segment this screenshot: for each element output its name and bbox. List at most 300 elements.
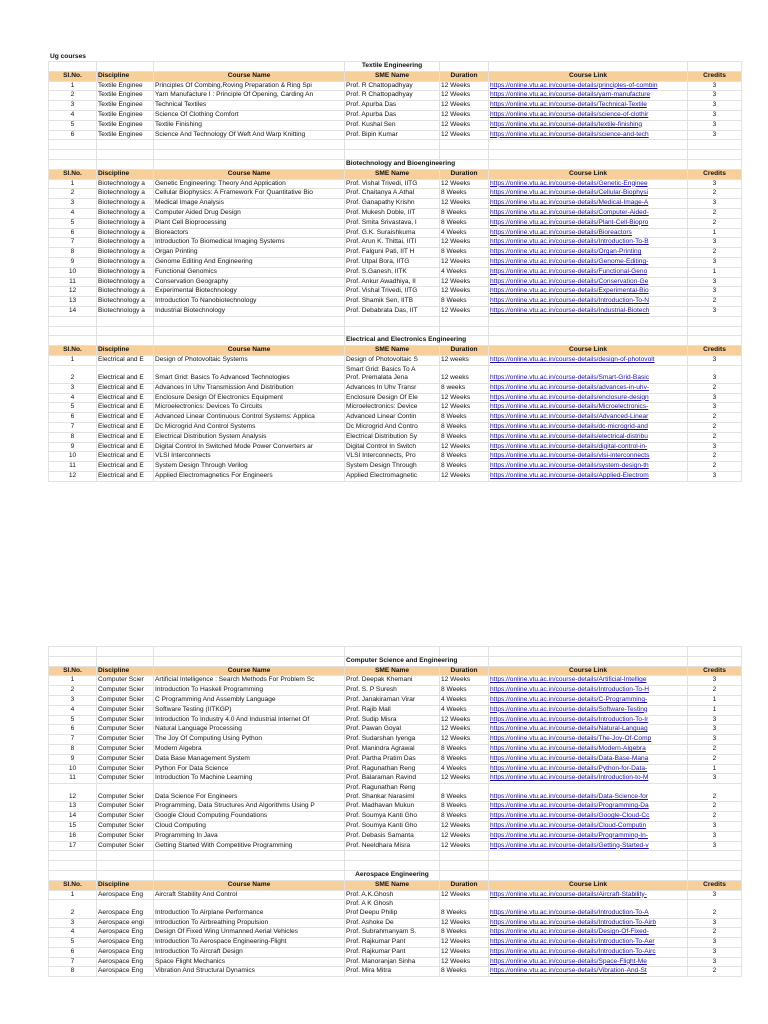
sl-no-cell: 15 [49,821,97,831]
table-row [49,715,742,725]
course-name-cell: Programming In Java [154,831,345,841]
course-link[interactable]: https://online.vtu.ac.in/course-details/Cloud-Computin [489,821,688,831]
credits-header: Credits [688,71,742,81]
duration-cell: 12 Weeks [440,831,489,841]
table-row [49,393,742,403]
sl-no-cell: 1 [49,676,97,686]
course-link[interactable]: https://online.vtu.ac.in/course-details/vlsi-interconnects [489,452,688,462]
sl-no-cell: 1 [49,179,97,189]
credits-cell: 3 [688,91,742,101]
sme-name-cell: Prof. R Chattopadhyay [345,81,440,91]
credits-cell: 1 [688,267,742,277]
sl-no-header: Sl.No. [49,346,97,356]
table-row [49,900,742,918]
sme-name-cell: Prof. Subrahmanyam S. [345,928,440,938]
course-link[interactable]: https://online.vtu.ac.in/course-details/Introduction-To-Aer [489,938,688,948]
table-row [49,81,742,91]
course-link[interactable]: https://online.vtu.ac.in/course-details/Natural-Languag [489,725,688,735]
course-link[interactable]: https://online.vtu.ac.in/course-details/Introduction-to-M [489,774,688,784]
sme-name-cell: Prof. Deepak Khemani [345,676,440,686]
sme-name-cell: Enclosure Design Of Ele [345,393,440,403]
sl-no-cell: 14 [49,812,97,822]
course-link[interactable]: https://online.vtu.ac.in/course-details/Data-Science-for [489,784,688,802]
sme-name-cell: Prof. Janakiraman Virar [345,695,440,705]
blank-row [49,851,742,861]
course-link[interactable]: https://online.vtu.ac.in/course-details/Computer-Aided- [489,208,688,218]
credits-cell: 2 [688,432,742,442]
table-row [49,277,742,287]
course-name-cell: Google Cloud Computing Foundations [154,812,345,822]
sme-name-cell: Advances In Uhv Transr [345,383,440,393]
discipline-cell: Biotechnology a [97,267,154,277]
discipline-cell: Computer Scier [97,802,154,812]
discipline-cell: Computer Scier [97,764,154,774]
course-link[interactable]: https://online.vtu.ac.in/course-details/Space-Flight-Me [489,957,688,967]
duration-cell: 12 Weeks [440,287,489,297]
credits-cell: 2 [688,802,742,812]
course-link[interactable]: https://online.vtu.ac.in/course-details/Genetic-Enginee [489,179,688,189]
sme-name-cell: Prof. G.K. Suraishkuma [345,228,440,238]
course-link[interactable]: https://online.vtu.ac.in/course-details/Introduction-To-H [489,686,688,696]
table-row [49,928,742,938]
course-link[interactable]: https://online.vtu.ac.in/course-details/Introduction-To-N [489,297,688,307]
table-row [49,306,742,316]
course-link[interactable]: https://online.vtu.ac.in/course-details/Aircraft-Stability- [489,890,688,900]
course-link[interactable]: https://online.vtu.ac.in/course-details/system-design-th [489,462,688,472]
discipline-cell: Biotechnology a [97,257,154,267]
discipline-cell: Electrical and E [97,365,154,383]
course-name-header: Course Name [154,880,345,890]
course-link[interactable]: https://online.vtu.ac.in/course-details/enclosure-design [489,393,688,403]
discipline-cell: Computer Scier [97,676,154,686]
discipline-cell: Biotechnology a [97,238,154,248]
course-link[interactable]: https://online.vtu.ac.in/course-details/Medical-Image-A [489,199,688,209]
duration-cell: 12 Weeks [440,81,489,91]
credits-cell: 3 [688,287,742,297]
table-row [49,735,742,745]
table-row [49,403,742,413]
sme-name-cell: Prof. Debasis Samanta [345,831,440,841]
table-row [49,423,742,433]
sl-no-cell: 6 [49,228,97,238]
table-row [49,267,742,277]
course-link[interactable]: https://online.vtu.ac.in/course-details/science-of-clothir [489,110,688,120]
course-name-header: Course Name [154,666,345,676]
discipline-cell: Computer Scier [97,705,154,715]
credits-cell: 3 [688,365,742,383]
table-row [49,383,742,393]
table-row [49,218,742,228]
credits-cell: 3 [688,938,742,948]
course-link[interactable]: https://online.vtu.ac.in/course-details/Vibration-And-St [489,967,688,977]
credits-cell: 3 [688,179,742,189]
course-name-cell: Advances In Uhv Transmission And Distribution [154,383,345,393]
course-name-cell: Microelectronics: Devices To Circuits [154,403,345,413]
table-row [49,452,742,462]
duration-cell: 12 Weeks [440,841,489,851]
discipline-cell: Textile Enginee [97,130,154,140]
course-name-cell: Experimental Biotechnology [154,287,345,297]
sme-name-header: SME Name [345,346,440,356]
course-link[interactable]: https://online.vtu.ac.in/course-details/Bioreactors [489,228,688,238]
credits-cell: 2 [688,928,742,938]
discipline-cell: Biotechnology a [97,208,154,218]
duration-header: Duration [440,346,489,356]
table-row [49,413,742,423]
discipline-cell: Electrical and E [97,403,154,413]
credits-header: Credits [688,880,742,890]
duration-cell: 4 Weeks [440,228,489,238]
course-link[interactable]: https://online.vtu.ac.in/course-details/Organ-Printing [489,248,688,258]
course-name-cell: Artificial Intelligence : Search Methods For Problem Sc [154,676,345,686]
credits-cell: 2 [688,189,742,199]
course-name-cell: Software Testing (IITKGP) [154,705,345,715]
sme-name-cell: Prof. Mukesh Doble, IIT [345,208,440,218]
credits-header: Credits [688,666,742,676]
sme-name-cell: Prof. Neeldhara Misra [345,841,440,851]
course-name-cell: Computer Aided Drug Design [154,208,345,218]
course-name-cell: Genetic Engineering: Theory And Application [154,179,345,189]
table-row [49,257,742,267]
course-link[interactable]: https://online.vtu.ac.in/course-details/Genome-Editing- [489,257,688,267]
sme-name-cell: Prof. Rajkumar Pant [345,938,440,948]
course-name-cell: Technical Textiles [154,101,345,111]
sl-no-cell: 5 [49,403,97,413]
table-row [49,91,742,101]
sme-name-cell: Prof. Rajib Mall [345,705,440,715]
course-link[interactable]: https://online.vtu.ac.in/course-details/Software-Testing [489,705,688,715]
sl-no-cell: 17 [49,841,97,851]
sl-no-cell: 4 [49,393,97,403]
course-link[interactable]: https://online.vtu.ac.in/course-details/Data-Base-Mana [489,754,688,764]
course-link[interactable]: https://online.vtu.ac.in/course-details/Design-Of-Fixed- [489,928,688,938]
credits-cell: 2 [688,967,742,977]
course-name-cell: Vibration And Structural Dynamics [154,967,345,977]
credits-cell: 2 [688,744,742,754]
duration-cell: 8 weeks [440,383,489,393]
table-row [49,957,742,967]
table-row [49,120,742,130]
duration-cell: 12 Weeks [440,735,489,745]
duration-cell: 8 Weeks [440,218,489,228]
course-link[interactable]: https://online.vtu.ac.in/course-details/Programming-In- [489,831,688,841]
column-header-row [49,169,742,179]
discipline-cell: Aerospace Eng [97,890,154,900]
course-link[interactable]: https://online.vtu.ac.in/course-details/Industrial-Biotech [489,306,688,316]
course-name-cell: Yarn Manufacture I : Principle Of Opening, Carding An [154,91,345,101]
credits-cell: 2 [688,754,742,764]
sl-no-cell: 16 [49,831,97,841]
course-link[interactable]: https://online.vtu.ac.in/course-details/yarn-manufacture [489,91,688,101]
duration-cell: 4 Weeks [440,267,489,277]
credits-cell: 3 [688,918,742,928]
table-row [49,355,742,365]
course-link[interactable]: https://online.vtu.ac.in/course-details/Getting-Started-v [489,841,688,851]
table-row [49,297,742,307]
credits-cell: 2 [688,383,742,393]
credits-cell: 3 [688,821,742,831]
sl-no-cell: 1 [49,81,97,91]
sme-name-header: SME Name [345,666,440,676]
duration-cell: 8 Weeks [440,900,489,918]
credits-cell: 3 [688,393,742,403]
course-link[interactable]: https://online.vtu.ac.in/course-details/Programming-Da [489,802,688,812]
course-name-header: Course Name [154,169,345,179]
course-name-cell: C Programming And Assembly Language [154,695,345,705]
table-row [49,967,742,977]
duration-cell: 12 Weeks [440,110,489,120]
column-header-row [49,666,742,676]
credits-cell: 3 [688,238,742,248]
course-name-cell: Introduction To Haskell Programming [154,686,345,696]
discipline-header: Discipline [97,346,154,356]
sme-name-cell: Prof. Apurba Das [345,101,440,111]
course-link[interactable]: https://online.vtu.ac.in/course-details/Experimental-Bio [489,287,688,297]
course-name-header: Course Name [154,346,345,356]
duration-cell: 8 Weeks [440,928,489,938]
credits-cell: 2 [688,686,742,696]
table-row [49,754,742,764]
credits-cell: 1 [688,705,742,715]
course-name-cell: Introduction To Industry 4.0 And Industrial Internet Of [154,715,345,725]
sme-name-header: SME Name [345,71,440,81]
duration-cell: 8 Weeks [440,189,489,199]
duration-cell: 12 Weeks [440,238,489,248]
sl-no-cell: 11 [49,774,97,784]
course-link[interactable]: https://online.vtu.ac.in/course-details/Functional-Geno [489,267,688,277]
course-name-cell: Dc Microgrid And Control Systems [154,423,345,433]
course-name-cell: Cellular Biophysics: A Framework For Quantitative Bio [154,189,345,199]
course-name-cell: Introduction To Biomedical Imaging Systems [154,238,345,248]
course-name-cell: Plant Cell Bioprocessing [154,218,345,228]
sl-no-cell: 12 [49,287,97,297]
credits-cell: 1 [688,695,742,705]
course-link[interactable]: https://online.vtu.ac.in/course-details/Applied-Electrom [489,472,688,482]
course-link[interactable]: https://online.vtu.ac.in/course-details/digital-control-in- [489,442,688,452]
duration-cell: 12 Weeks [440,821,489,831]
sme-name-cell: Prof. Soumya Kanti Gho [345,821,440,831]
sl-no-cell: 5 [49,120,97,130]
sl-no-cell: 14 [49,306,97,316]
sme-name-cell: Prof. Soumya Kanti Gho [345,812,440,822]
credits-cell: 3 [688,774,742,784]
discipline-cell: Computer Scier [97,821,154,831]
sme-name-cell: Dc Microgrid And Contro [345,423,440,433]
course-link[interactable]: https://online.vtu.ac.in/course-details/C-Programming- [489,695,688,705]
table-row [49,784,742,802]
sme-name-cell: Prof. Mira Mitra [345,967,440,977]
course-link[interactable]: https://online.vtu.ac.in/course-details/Advanced-Linear [489,413,688,423]
duration-cell: 8 Weeks [440,784,489,802]
table-row [49,705,742,715]
discipline-cell: Computer Scier [97,774,154,784]
course-name-cell: Advanced Linear Continuous Control Systems: Applica [154,413,345,423]
discipline-cell: Electrical and E [97,383,154,393]
sme-name-cell: Applied Electromagnetic [345,472,440,482]
credits-header: Credits [688,169,742,179]
course-name-cell: Introduction To Airbreathing Propulsion [154,918,345,928]
discipline-cell: Aerospace Eng [97,967,154,977]
credits-cell: 3 [688,277,742,287]
course-link[interactable]: https://online.vtu.ac.in/course-details/Introduction-To-Airc [489,947,688,957]
sme-name-cell: Digital Control In Switch [345,442,440,452]
course-link[interactable]: https://online.vtu.ac.in/course-details/Introduction-To-A [489,900,688,918]
sme-name-cell: Prof. Ankur Awadhiya, II [345,277,440,287]
course-link[interactable]: https://online.vtu.ac.in/course-details/Introduction-To-Ir [489,715,688,725]
credits-cell: 3 [688,947,742,957]
duration-cell: 12 Weeks [440,938,489,948]
credits-cell: 3 [688,472,742,482]
duration-cell: 4 Weeks [440,764,489,774]
course-link-header: Course Link [489,169,688,179]
credits-cell: 2 [688,248,742,258]
duration-cell: 4 Weeks [440,705,489,715]
course-name-cell: Introduction To Aerospace Engineering-Flight [154,938,345,948]
sme-name-header: SME Name [345,880,440,890]
table-row [49,130,742,140]
course-link[interactable]: https://online.vtu.ac.in/course-details/Google-Cloud-Cc [489,812,688,822]
sme-name-cell: VLSI Interconnects, Pro [345,452,440,462]
discipline-cell: Textile Enginee [97,91,154,101]
course-link[interactable]: https://online.vtu.ac.in/course-details/advances-in-uhv- [489,383,688,393]
sl-no-header: Sl.No. [49,880,97,890]
discipline-cell: Biotechnology a [97,189,154,199]
sme-name-cell: Prof. R Chattopadhyay [345,91,440,101]
course-link[interactable]: https://online.vtu.ac.in/course-details/textile-finishing [489,120,688,130]
sl-no-cell: 7 [49,735,97,745]
section-title: Computer Science and Engineering [345,656,440,666]
duration-cell: 12 Weeks [440,442,489,452]
course-link[interactable]: https://online.vtu.ac.in/course-details/Technical-Textile [489,101,688,111]
course-name-cell: Enclosure Design Of Electronics Equipment [154,393,345,403]
credits-cell: 3 [688,130,742,140]
course-link[interactable]: https://online.vtu.ac.in/course-details/dc-microgrid-and [489,423,688,433]
discipline-cell: Biotechnology a [97,277,154,287]
course-name-header: Course Name [154,71,345,81]
credits-header: Credits [688,346,742,356]
credits-cell: 3 [688,110,742,120]
discipline-header: Discipline [97,880,154,890]
sl-no-cell: 2 [49,91,97,101]
course-name-cell: Introduction To Nanobiotechnology [154,297,345,307]
course-link[interactable]: https://online.vtu.ac.in/course-details/Introduction-To-Airb [489,918,688,928]
sme-name-cell: Prof. Ganapathy Krishn [345,199,440,209]
sme-name-cell: Prof. Apurba Das [345,110,440,120]
sl-no-cell: 4 [49,928,97,938]
duration-cell: 8 Weeks [440,423,489,433]
table-row [49,841,742,851]
section-title-row [49,336,742,346]
course-link[interactable]: https://online.vtu.ac.in/course-details/principles-of-combin [489,81,688,91]
sme-name-cell: Prof. Arun K. Thittai, IITI [345,238,440,248]
course-link[interactable]: https://online.vtu.ac.in/course-details/The-Joy-Of-Comp [489,735,688,745]
course-name-cell: Applied Electromagnetics For Engineers [154,472,345,482]
sme-name-cell: Prof. Vishal Trivedi, IITG [345,287,440,297]
course-link[interactable]: https://online.vtu.ac.in/course-details/Smart-Grid-Basic [489,365,688,383]
sl-no-cell: 8 [49,248,97,258]
duration-cell: 8 Weeks [440,812,489,822]
course-name-cell: Introduction To Airplane Performance [154,900,345,918]
course-link[interactable]: https://online.vtu.ac.in/course-details/Introduction-To-B [489,238,688,248]
sl-no-cell: 10 [49,452,97,462]
credits-cell: 3 [688,101,742,111]
course-link[interactable]: https://online.vtu.ac.in/course-details/design-of-photovolt [489,355,688,365]
course-name-cell: VLSI Interconnects [154,452,345,462]
sl-no-cell: 8 [49,432,97,442]
course-link[interactable]: https://online.vtu.ac.in/course-details/Plant-Cell-Biopro [489,218,688,228]
duration-cell: 8 Weeks [440,297,489,307]
course-link[interactable]: https://online.vtu.ac.in/course-details/Artificial-Intellige [489,676,688,686]
sl-no-cell: 4 [49,110,97,120]
sme-name-cell: Prof. Sudarshan Iyenga [345,735,440,745]
table-row [49,686,742,696]
duration-header: Duration [440,169,489,179]
sme-name-cell: Smart Grid: Basics To A Prof. Premalata Jena [345,365,440,383]
course-link[interactable]: https://online.vtu.ac.in/course-details/Microelectronics- [489,403,688,413]
spreadsheet-lower [48,646,726,977]
credits-cell: 3 [688,831,742,841]
sl-no-cell: 4 [49,208,97,218]
sl-no-cell: 12 [49,472,97,482]
section-title: Textile Engineering [345,62,440,72]
discipline-cell: Computer Scier [97,754,154,764]
course-link[interactable]: https://online.vtu.ac.in/course-details/science-and-tech [489,130,688,140]
duration-cell: 12 Weeks [440,957,489,967]
discipline-cell: Computer Scier [97,735,154,745]
sme-name-cell: Prof. Smita Srivastava, I [345,218,440,228]
credits-cell: 3 [688,355,742,365]
course-name-cell: Smart Grid: Basics To Advanced Technologies [154,365,345,383]
table-row [49,695,742,705]
duration-cell: 12 Weeks [440,120,489,130]
table-row [49,676,742,686]
sme-name-cell: Prof. Rajkumar Pant [345,947,440,957]
course-link[interactable]: https://online.vtu.ac.in/course-details/Modern-Algebra [489,744,688,754]
duration-cell: 8 Weeks [440,802,489,812]
course-link[interactable]: https://online.vtu.ac.in/course-details/Conservation-Ge [489,277,688,287]
sl-no-cell: 2 [49,686,97,696]
credits-cell: 2 [688,218,742,228]
table-row [49,228,742,238]
blank-row [49,150,742,160]
credits-cell: 1 [688,764,742,774]
discipline-cell: Textile Enginee [97,81,154,91]
sme-name-cell: Prof. Ragunathan Reng Prof. Shankar Narasiml [345,784,440,802]
discipline-header: Discipline [97,71,154,81]
credits-cell: 3 [688,199,742,209]
course-name-cell: Space Flight Mechanics [154,957,345,967]
course-link[interactable]: https://online.vtu.ac.in/course-details/electrical-distribu [489,432,688,442]
sl-no-header: Sl.No. [49,71,97,81]
course-link-header: Course Link [489,71,688,81]
course-link[interactable]: https://online.vtu.ac.in/course-details/Python-for-Data- [489,764,688,774]
sme-name-cell: Prof. Chaitanya A.Athal [345,189,440,199]
sme-name-cell: Prof. Partha Pratim Das [345,754,440,764]
course-name-cell: Modern Algebra [154,744,345,754]
blank-row [49,140,742,150]
course-name-cell: Cloud Computing [154,821,345,831]
course-link[interactable]: https://online.vtu.ac.in/course-details/Cellular-Biophysi [489,189,688,199]
duration-cell: 8 Weeks [440,432,489,442]
discipline-cell: Aerospace engi [97,918,154,928]
sl-no-cell: 3 [49,101,97,111]
credits-cell: 2 [688,812,742,822]
discipline-cell: Computer Scier [97,695,154,705]
sme-name-cell: Prof. Madhavan Mukun [345,802,440,812]
credits-cell: 2 [688,784,742,802]
course-name-cell: Aircraft Stability And Control [154,890,345,900]
discipline-cell: Biotechnology a [97,287,154,297]
